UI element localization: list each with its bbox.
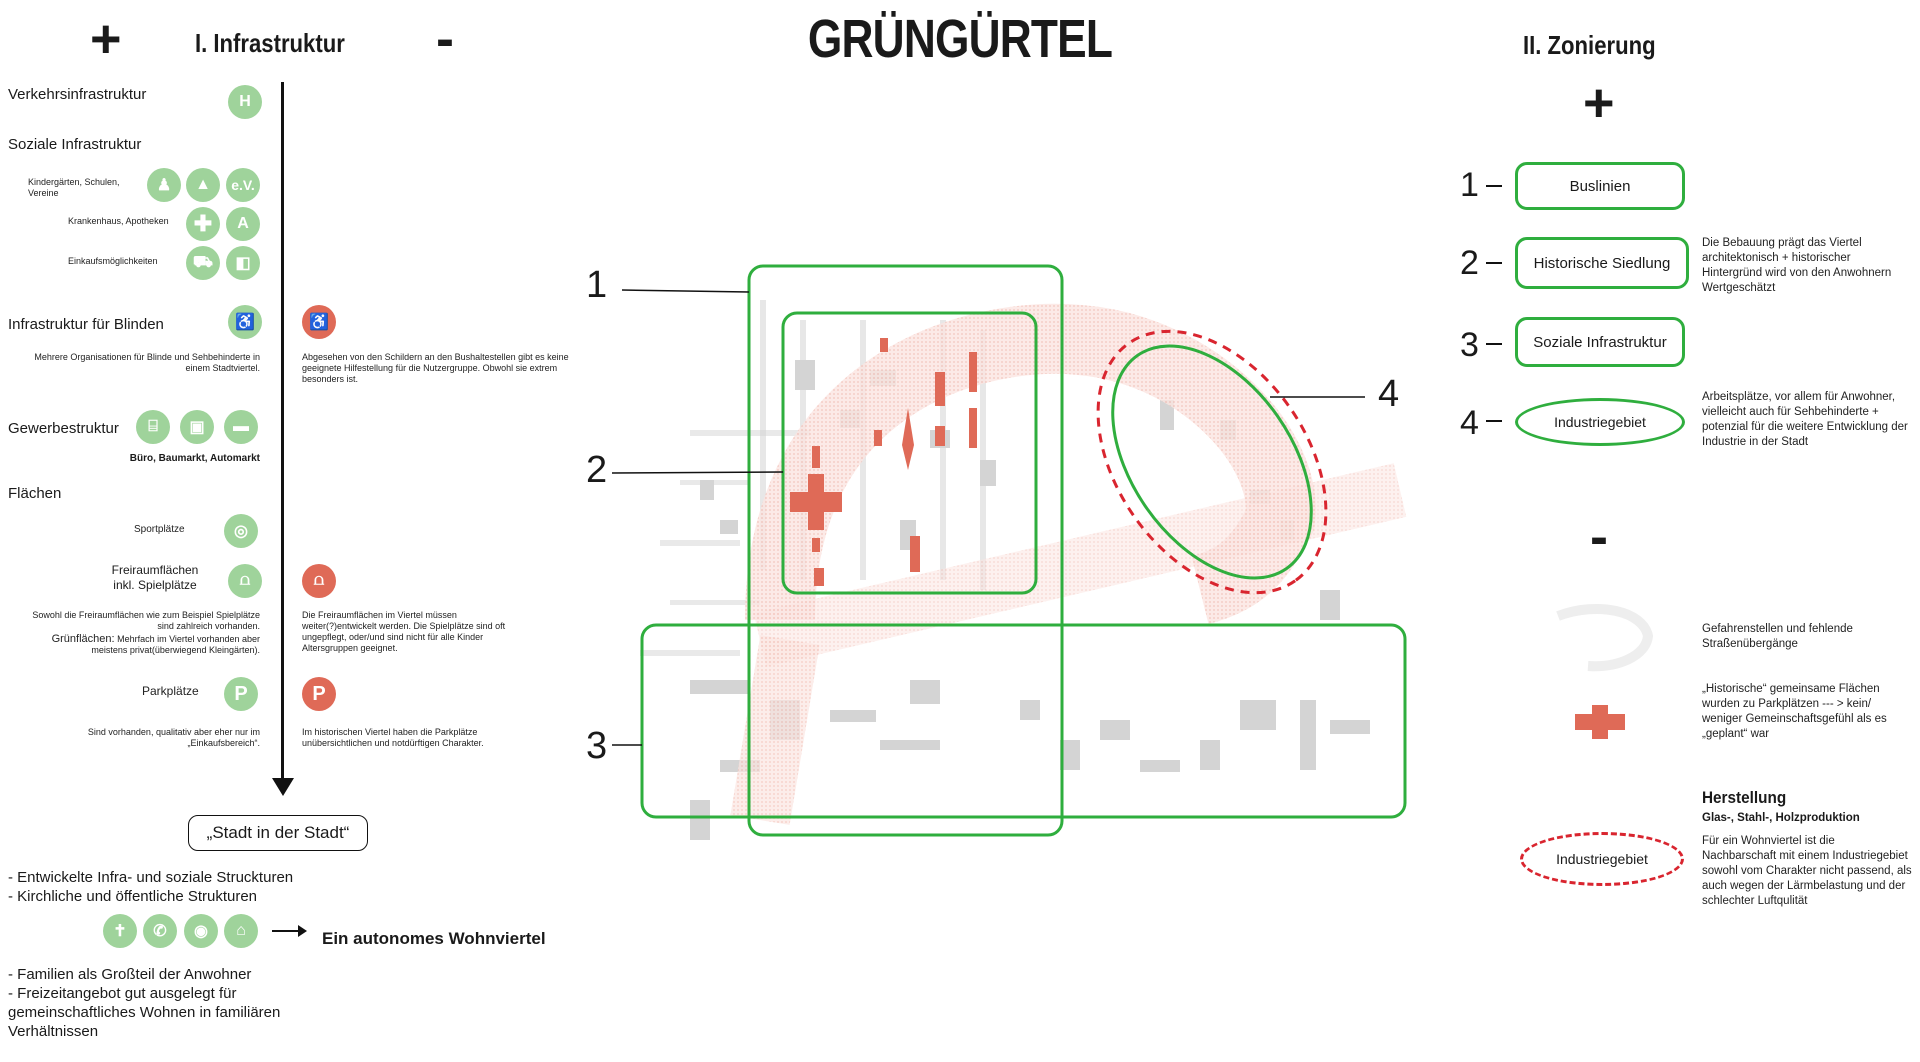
blinden-label: Infrastruktur für Blinden [8,316,164,333]
graduation-cap-icon: ▲ [186,168,220,202]
sport-icon: ◎ [224,514,258,548]
blind-person-icon: ♿ [228,305,262,339]
list-item: Verhältnissen [8,1023,99,1040]
leader-line-1 [622,290,749,292]
list-item: gemeinschaftliches Wohnen in familiären [8,1004,281,1021]
frei-plus-text: Sowohl die Freiraumflächen wie zum Beispiel Spielplätze sind zahlreich vorhanden. [32,610,260,631]
zone-box-soziale-infrastruktur: Soziale Infrastruktur [1515,317,1685,367]
historic-legend-icon [1575,705,1625,739]
bus-stop-icon: H [228,85,262,119]
verein-icon: e.V. [226,168,260,202]
sozial-label: Soziale Infrastruktur [8,136,142,153]
gruen-desc: Mehrfach im Viertel vorhanden aber meistens privat(überwiegend Kleingärten). [91,634,260,655]
einkauf-label: Einkaufsmöglichkeiten [68,256,158,266]
frei-label: Freiraumflächen inkl. Spielplätze [111,563,199,592]
church-cross-icon: ✝ [103,914,137,948]
post-horn-icon: ◉ [184,914,218,948]
gewerbe-sub: Büro, Baumarkt, Automarkt [129,453,260,464]
zonierung-heading: II. Zonierung [1523,30,1656,60]
parking-red-icon: P [302,677,336,711]
briefcase-icon: ▣ [180,410,214,444]
historic-legend-stem [1592,705,1608,739]
hist-text: „Historische“ gemeinsame Flächen wurden zu Parkplätzen --- > kein/ weniger Gemeinschaftsgefühl als es „geplant“ war [1702,683,1887,740]
hospital-cross-icon: ✚ [186,207,220,241]
fence-icon: ⌸ [136,410,170,444]
swing-icon: ⩍ [228,564,262,598]
zone-number-4: 4 [1460,404,1479,442]
green-belt-band-east [760,490,1400,640]
zone-number-3: 3 [1460,326,1479,364]
gefahr-legend-shape [1558,609,1648,666]
sport-label: Sportplätze [134,524,185,535]
list-item: - Freizeitangebot gut ausgelegt für [8,985,237,1002]
kranken-label: Krankenhaus, Apotheken [68,216,169,226]
zonierung-minus: - [1590,507,1608,567]
leader-line-2 [612,472,783,473]
zone-4-text: Arbeitsplätze, vor allem für Anwohner, vielleicht auch für Sehbehinderte + potenzial für die weitere Entwicklung der Industrie in der Stadt [1702,391,1908,448]
shopping-cart-icon: ⛟ [186,246,220,280]
infrastruktur-heading: I. Infrastruktur [195,28,345,58]
list-item: - Familien als Großteil der Anwohner [8,966,252,983]
zone-dash-4 [1486,420,1502,422]
frei-minus-text: Die Freiraumflächen im Viertel müssen weiter(?)entwickelt werden. Die Spielplätze sind oft ungepflegt, oder/und sind nicht für alle Kinder Altersgruppen geeignet. [302,610,506,653]
minus-sign: - [436,9,454,69]
zone-oval-industriegebiet: Industriegebiet [1515,398,1685,446]
gruen-label: Grünflächen: [51,633,115,645]
parking-icon: P [224,677,258,711]
herstellung-heading: Herstellung [1702,788,1787,807]
zone-dash-1 [1486,185,1502,187]
zone-dash-3 [1486,343,1502,345]
park-plus-text: Sind vorhanden, qualitativ aber eher nur im „Einkaufsbereich“. [87,727,260,748]
phone-icon: ✆ [143,914,177,948]
zone-2-text: Die Bebauung prägt das Viertel architektonisch + historischer Hintergründ wird von den Anwohnern Wertgeschätzt [1702,237,1892,294]
shopping-bag-icon: ◧ [226,246,260,280]
zone-number-1: 1 [1460,166,1479,204]
green-belt-band-south [760,640,790,820]
herstellung-sub: Glas-, Stahl-, Holzproduktion [1702,812,1860,824]
zonierung-plus: + [1583,73,1615,133]
map-label-4: 4 [1378,373,1400,415]
autonomous-label: Ein autonomes Wohnviertel [322,929,546,948]
park-minus-text: Im historischen Viertel haben die Parkplätze unübersichtlichen und notdürftigen Charakter. [302,727,484,748]
car-icon: ▬ [224,410,258,444]
stadt-in-der-stadt-pill: „Stadt in der Stadt“ [188,815,368,851]
plus-sign: + [90,9,122,69]
gewerbe-label: Gewerbestruktur [8,420,119,437]
zone-dash-2 [1486,262,1502,264]
map-label-3: 3 [586,725,608,767]
blind-person-red-icon: ♿ [302,305,336,339]
map-label-2: 2 [586,449,608,491]
zone-box-historische-siedlung: Historische Siedlung [1515,237,1689,289]
list-item: - Entwickelte Infra- und soziale Struckturen [8,869,294,886]
swing-red-icon: ⩍ [302,564,336,598]
blinden-plus-text: Mehrere Organisationen für Blinde und Sehbehinderte in einem Stadtviertel. [34,352,260,373]
verkehr-label: Verkehrsinfrastruktur [8,86,147,103]
map-label-1: 1 [586,264,608,306]
zone-number-2: 2 [1460,244,1479,282]
industrie-text: Für ein Wohnviertel ist die Nachbarschaft mit einem Industriegebiet sowohl vom Charakter nicht passend, als auch wegen der Lärmbelastung und der schlechter Luftqulität [1702,835,1912,907]
page-title: GRÜNGÜRTEL [807,9,1113,69]
industriegebiet-dashed-oval: Industriegebiet [1520,832,1684,886]
pharmacy-icon: A [226,207,260,241]
list-item: - Kirchliche und öffentliche Strukturen [8,888,258,905]
gefahr-text: Gefahrenstellen und fehlende Straßenübergänge [1702,623,1853,650]
kita-label: Kindergärten, Schulen, Vereine [28,177,120,198]
zone-box-buslinien: Buslinien [1515,162,1685,210]
flaechen-label: Flächen [8,485,62,502]
gefahr-legend-icon [1548,596,1658,676]
children-icon: ♟ [147,168,181,202]
public-building-icon: ⌂ [224,914,258,948]
blinden-minus-text: Abgesehen von den Schildern an den Bushaltestellen gibt es keine geeignete Hilfestellung für die Nutzergruppe. Obwohl sie extrem besonders ist. [302,352,569,384]
park-label: Parkplätze [142,684,199,698]
